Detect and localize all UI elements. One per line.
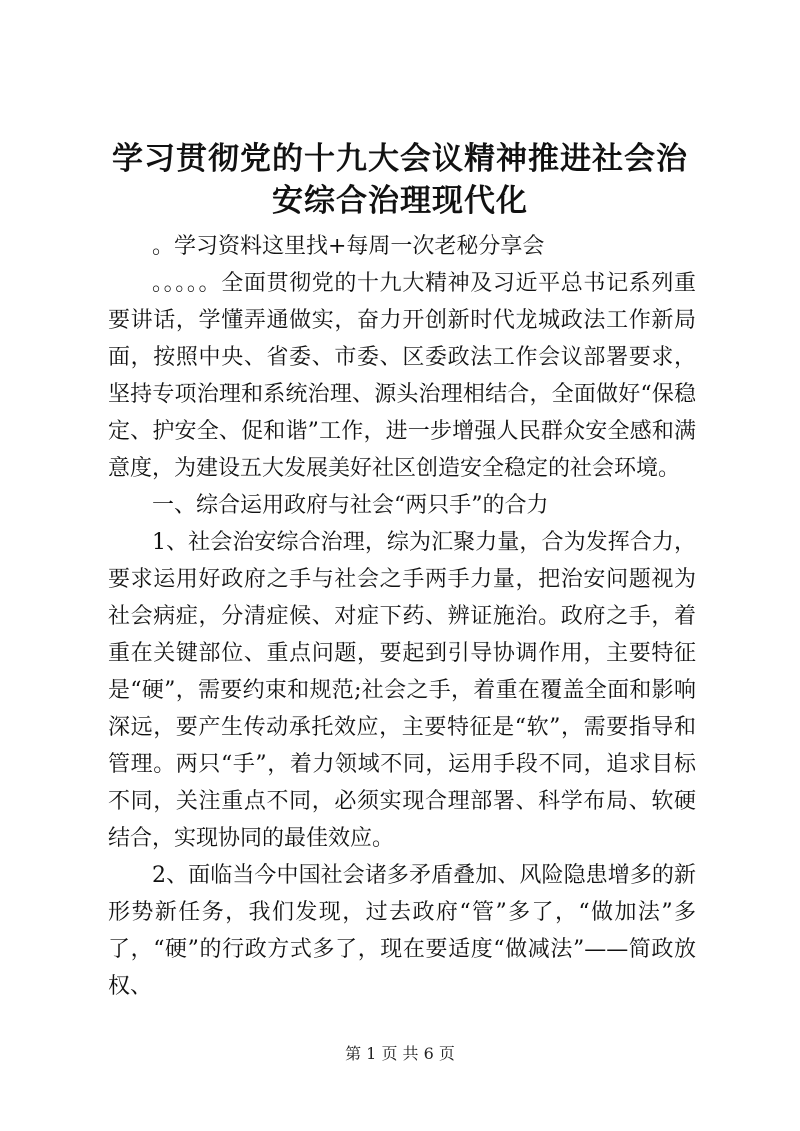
paragraph-point-2: 2、面临当今中国社会诸多矛盾叠加、风险隐患增多的新形势新任务，我们发现，过去政府“管”多了，“做加法”多了，“硬”的行政方式多了，现在要适度“做减法”——简政放权、 — [108, 863, 696, 999]
paragraph-overview: 。。。。。全面贯彻党的十九大精神及习近平总书记系列重要讲话，学懂弄通做实，奋力开创新时代龙城政法工作新局面，按照中央、省委、市委、区委政法工作会议部署要求，坚持专项治理和系统治理、源头治理相结合，全面做好“保稳定、护安全、促和谐”工作，进一步增强人民群众安全感和满意度，为建设五大发展美好社区创造安全稳定的社会环境。 — [108, 271, 696, 481]
page-footer: 第 1 页 共 6 页 — [345, 1044, 455, 1063]
paragraph-intro: 。学习资料这里找+每周一次老秘分享会 — [152, 234, 545, 259]
document-title: 学习贯彻党的十九大会议精神推进社会治安综合治理现代化 — [112, 141, 688, 219]
document-body — [108, 228, 696, 1005]
section-heading: 一、综合运用政府与社会“两只手”的合力 — [152, 493, 549, 518]
paragraph-point-1: 1、社会治安综合治理，综为汇聚力量，合为发挥合力，要求运用好政府之手与社会之手两手力量，把治安问题视为社会病症，分清症候、对症下药、辨证施治。政府之手，着重在关键部位、重点问题，要起到引导协调作用，主要特征是“硬”，需要约束和规范;社会之手，着重在覆盖全面和影响深远，要产生传动承托效应，主要特征是“软”，需要指导和管理。两只“手”，着力领域不同，运用手段不同，追求目标不同，关注重点不同，必须实现合理部署、科学布局、软硬结合，实现协同的最佳效应。 — [108, 530, 696, 851]
